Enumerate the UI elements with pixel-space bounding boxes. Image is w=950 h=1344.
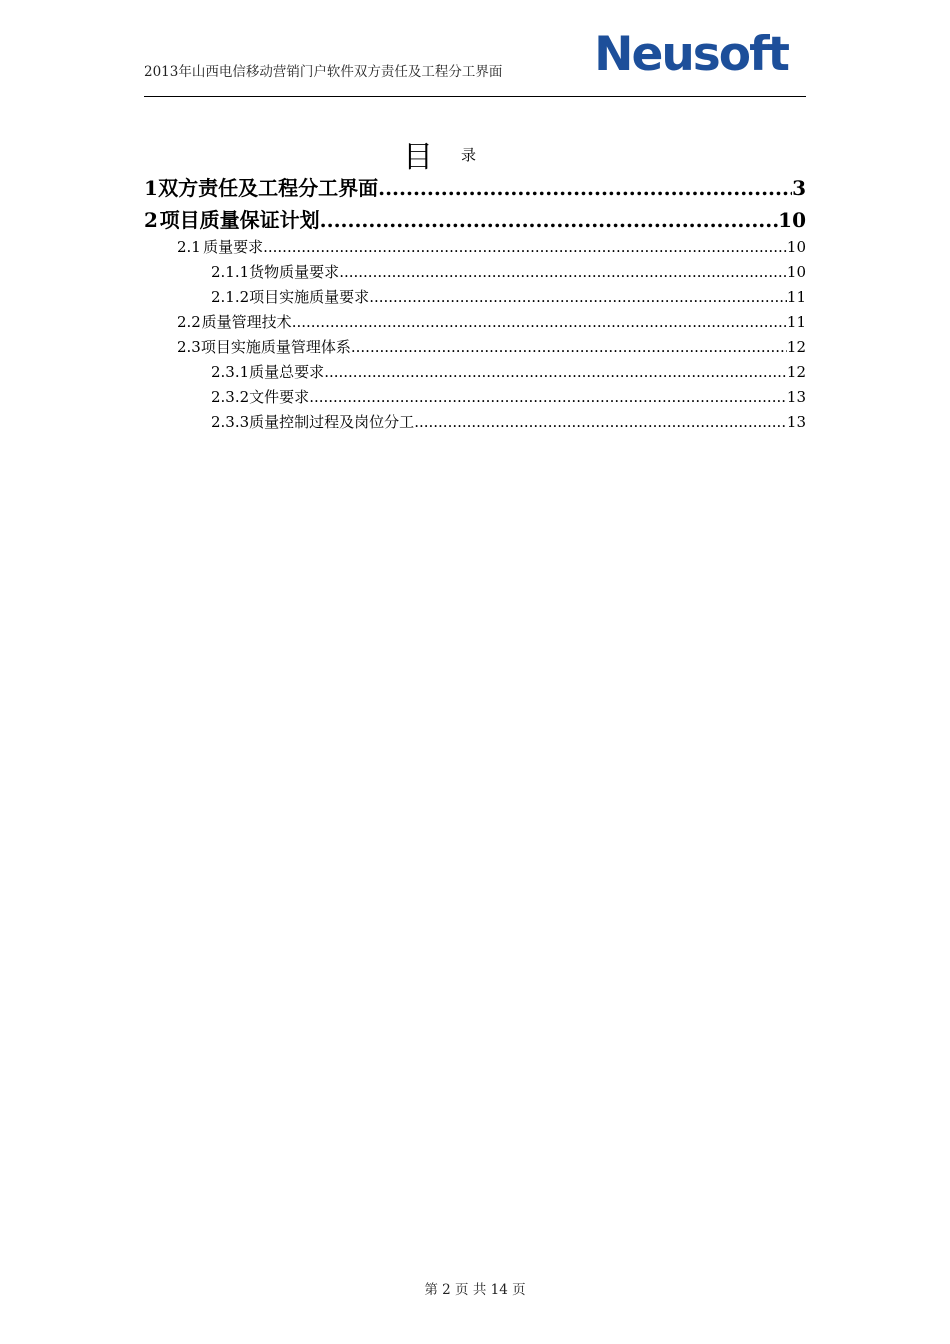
toc-entry[interactable] bbox=[144, 172, 806, 204]
toc-entry-number: 2 bbox=[144, 208, 158, 232]
toc-leader-dots bbox=[378, 176, 792, 200]
toc-entry-number: 2.2 bbox=[177, 313, 201, 331]
toc-leader-dots bbox=[292, 313, 787, 331]
page-header bbox=[144, 27, 806, 97]
toc-entry-title: 质量总要求 bbox=[249, 363, 325, 381]
toc-entry-page: 10 bbox=[778, 208, 806, 232]
toc-leader-dots bbox=[309, 388, 787, 406]
toc-entry-number: 2.1.2 bbox=[211, 288, 250, 306]
toc-leader-dots bbox=[339, 263, 787, 281]
toc-entry-page: 11 bbox=[786, 288, 806, 306]
toc-entry-number: 2.1 bbox=[177, 238, 201, 256]
toc-entry[interactable] bbox=[144, 261, 806, 286]
toc-leader-dots bbox=[369, 288, 787, 306]
toc-entry[interactable] bbox=[144, 386, 806, 411]
toc-entry[interactable] bbox=[144, 311, 806, 336]
toc-leader-dots bbox=[320, 208, 779, 232]
toc-entry-page: 13 bbox=[786, 388, 806, 406]
neusoft-logo: Neusoft bbox=[594, 27, 788, 82]
toc-entry-title: 项目实施质量要求 bbox=[249, 288, 370, 306]
toc-entry[interactable] bbox=[144, 336, 806, 361]
header-title: 2013年山西电信移动营销门户软件双方责任及工程分工界面 bbox=[144, 64, 503, 80]
toc-entry-number: 2.3 bbox=[177, 338, 201, 356]
toc-leader-dots bbox=[414, 413, 787, 431]
toc-entry-page: 10 bbox=[786, 238, 806, 256]
toc-leader-dots bbox=[263, 238, 787, 256]
page-footer bbox=[0, 1278, 950, 1298]
toc-entry-page: 3 bbox=[792, 176, 806, 200]
toc-entry-number: 2.3.2 bbox=[211, 388, 250, 406]
toc-entry[interactable] bbox=[144, 236, 806, 261]
table-of-contents bbox=[144, 172, 806, 436]
toc-entry[interactable] bbox=[144, 286, 806, 311]
toc-heading-big: 目 bbox=[403, 140, 433, 175]
toc-entry-page: 10 bbox=[786, 263, 806, 281]
toc-entry[interactable] bbox=[144, 204, 806, 236]
toc-heading-small: 录 bbox=[461, 146, 477, 164]
toc-leader-dots bbox=[324, 363, 787, 381]
toc-entry-number: 2.1.1 bbox=[211, 263, 250, 281]
toc-entry-title: 质量控制过程及岗位分工 bbox=[249, 413, 415, 431]
toc-entry-title: 项目质量保证计划 bbox=[159, 208, 320, 232]
toc-entry-page: 11 bbox=[786, 313, 806, 331]
toc-entry-title: 质量要求 bbox=[203, 238, 264, 256]
toc-entry-number: 2.3.3 bbox=[211, 413, 250, 431]
toc-entry[interactable] bbox=[144, 411, 806, 436]
toc-entry-number: 1 bbox=[144, 176, 158, 200]
page-number-label: 第 2 页 共 14 页 bbox=[424, 1282, 526, 1298]
toc-entry-title: 双方责任及工程分工界面 bbox=[158, 176, 379, 200]
toc-entry-page: 13 bbox=[786, 413, 806, 431]
toc-entry-page: 12 bbox=[786, 338, 806, 356]
toc-entry[interactable] bbox=[144, 361, 806, 386]
toc-entry-page: 12 bbox=[786, 363, 806, 381]
toc-leader-dots bbox=[351, 338, 787, 356]
toc-entry-title: 质量管理技术 bbox=[201, 313, 292, 331]
toc-entry-number: 2.3.1 bbox=[211, 363, 250, 381]
toc-entry-title: 文件要求 bbox=[249, 388, 310, 406]
toc-entry-title: 货物质量要求 bbox=[249, 263, 340, 281]
toc-entry-title: 项目实施质量管理体系 bbox=[200, 338, 351, 356]
toc-heading bbox=[0, 130, 950, 175]
